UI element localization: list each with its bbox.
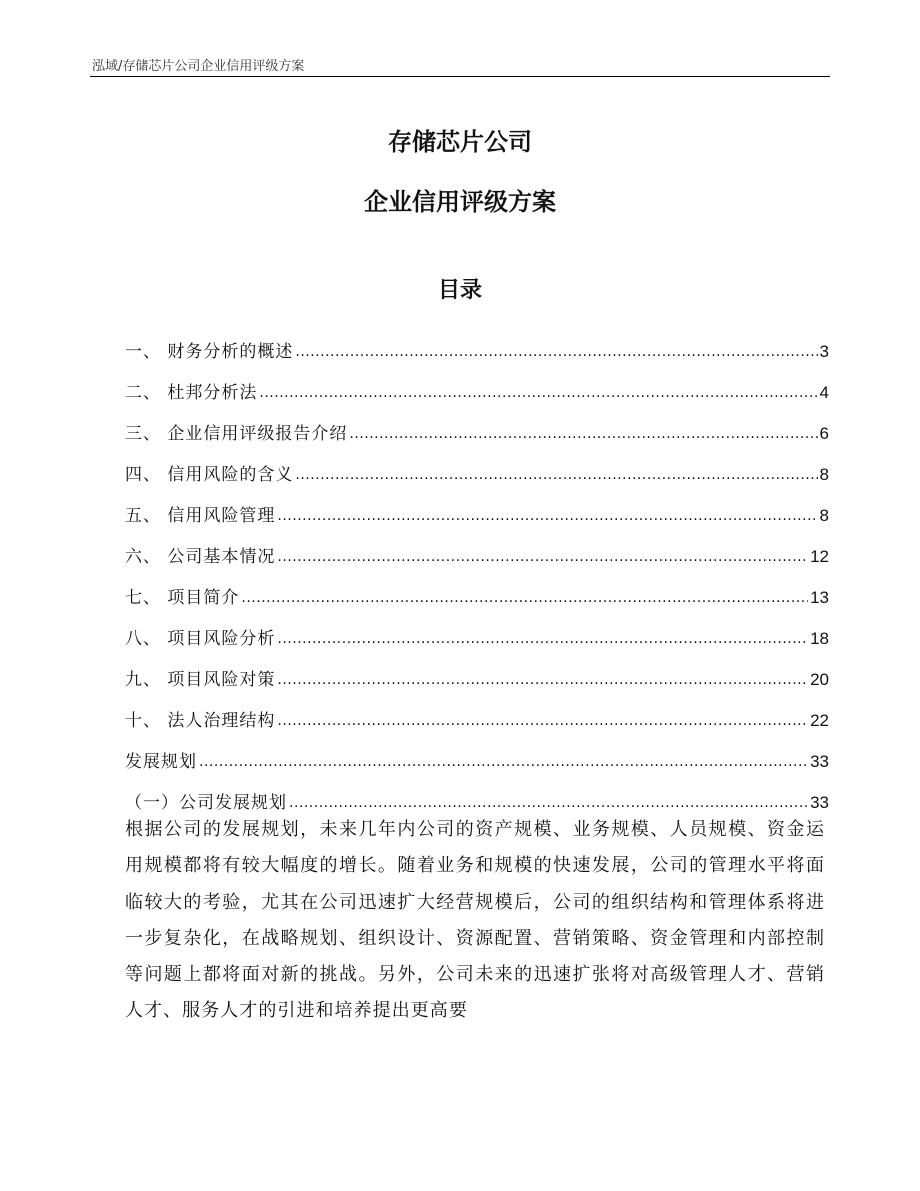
- toc-entry[interactable]: [125, 363, 829, 404]
- toc-entry-label: 十、 法人治理结构: [125, 711, 276, 731]
- toc-leader-dots: [277, 710, 808, 732]
- toc-leader-dots: [277, 628, 808, 650]
- toc-entry[interactable]: [125, 609, 829, 650]
- toc-entry-page: 22: [810, 711, 829, 730]
- toc-entry-page: 4: [819, 383, 829, 402]
- document-subtitle: 企业信用评级方案: [364, 188, 556, 216]
- toc-entry-page: 33: [810, 793, 829, 812]
- toc-entry[interactable]: [125, 527, 829, 568]
- body-paragraph: 根据公司的发展规划，未来几年内公司的资产规模、业务规模、人员规模、资金运用规模都将有较大幅度的增长。随着业务和规模的快速发展，公司的管理水平将面临较大的考验，尤其在公司迅速扩大经营规模后，公司的组织结构和管理体系将进一步复杂化，在战略规划、组织设计、资源配置、营销策略、资金管理和内部控制等问题上都将面对新的挑战。另外，公司未来的迅速扩张将对高级管理人才、营销人才、服务人才的引进和培养提出更高要: [125, 819, 825, 1022]
- toc-entry-label: 三、 企业信用评级报告介绍: [125, 424, 348, 444]
- toc-leader-dots: [277, 546, 808, 568]
- toc-entry-label: 一、 财务分析的概述: [125, 342, 294, 362]
- toc-entry-label: 四、 信用风险的含义: [125, 465, 294, 485]
- toc-entry-page: 3: [819, 342, 829, 361]
- toc-entry-label: （一）公司发展规划: [125, 793, 287, 813]
- document-title: 存储芯片公司: [388, 128, 532, 156]
- toc-leader-dots: [199, 751, 808, 773]
- toc-entry-label: 五、 信用风险管理: [125, 506, 276, 526]
- toc-leader-dots: [277, 505, 817, 527]
- toc-entry-label: 八、 项目风险分析: [125, 629, 276, 649]
- toc-entry[interactable]: [125, 650, 829, 691]
- toc-leader-dots: [241, 587, 808, 609]
- toc-leader-dots: [277, 669, 808, 691]
- toc-entry-page: 13: [810, 588, 829, 607]
- toc-leader-dots: [295, 464, 817, 486]
- toc-leader-dots: [289, 792, 808, 814]
- header-rule: [90, 76, 830, 77]
- toc-entry-label: 发展规划: [125, 752, 197, 772]
- toc-entry-label: 六、 公司基本情况: [125, 547, 276, 567]
- toc-entry[interactable]: [125, 445, 829, 486]
- toc-entry-page: 18: [810, 629, 829, 648]
- toc-entry-page: 8: [819, 465, 829, 484]
- toc-entry[interactable]: [125, 404, 829, 445]
- toc-entry-page: 33: [810, 752, 829, 771]
- toc-entry-page: 20: [810, 670, 829, 689]
- toc-entry[interactable]: [125, 322, 829, 363]
- toc-leader-dots: [259, 382, 817, 404]
- toc-entry-label: 七、 项目简介: [125, 588, 240, 608]
- toc-entry[interactable]: [125, 732, 829, 773]
- toc-entry[interactable]: [125, 568, 829, 609]
- running-header: 泓域/存储芯片公司企业信用评级方案: [92, 59, 305, 74]
- toc-entry[interactable]: [125, 773, 829, 814]
- toc-entry-label: 九、 项目风险对策: [125, 670, 276, 690]
- toc-entry-page: 6: [819, 424, 829, 443]
- toc-entry-label: 二、 杜邦分析法: [125, 383, 258, 403]
- toc-entry-page: 12: [810, 547, 829, 566]
- toc-entry[interactable]: [125, 691, 829, 732]
- toc-heading: 目录: [437, 278, 482, 303]
- toc-leader-dots: [349, 423, 817, 445]
- toc-leader-dots: [295, 341, 817, 363]
- toc-entry-page: 8: [819, 506, 829, 525]
- table-of-contents: [125, 322, 829, 814]
- toc-entry[interactable]: [125, 486, 829, 527]
